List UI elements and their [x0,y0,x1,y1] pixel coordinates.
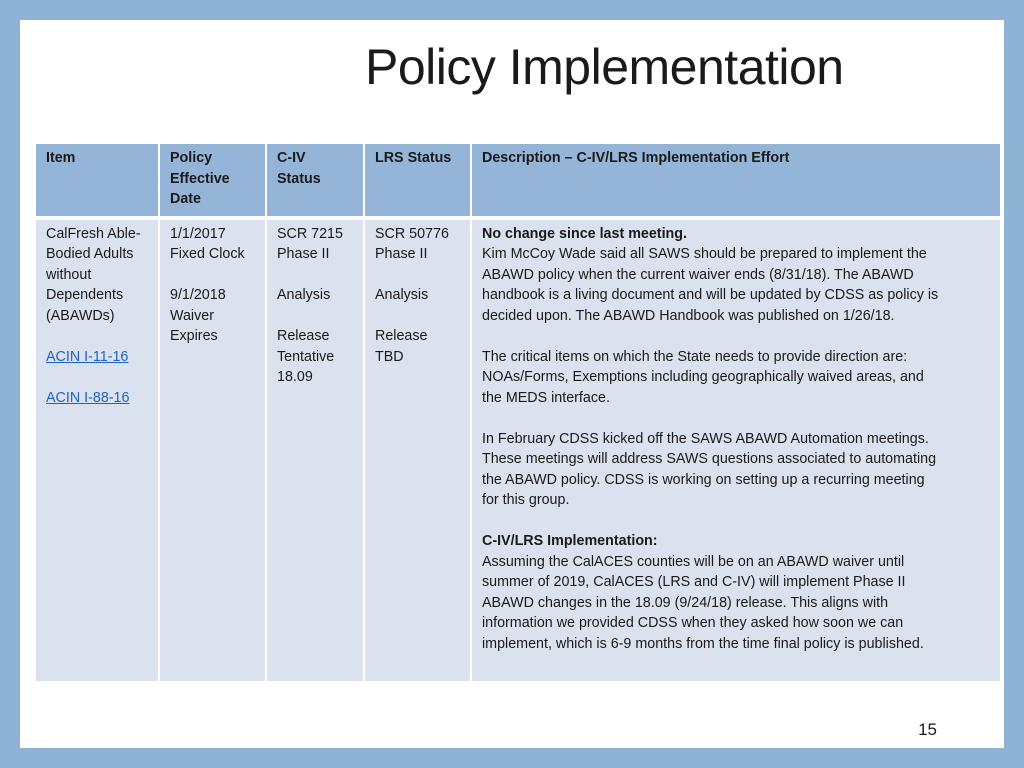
cell-lrs-status: SCR 50776 Phase II Analysis Release TBD [364,218,471,681]
acin-i-88-16-link[interactable]: ACIN I-88-16 [46,389,130,406]
cell-civ-status: SCR 7215 Phase II Analysis Release Tentative 18.09 [266,218,364,681]
cell-policy-effective-date: 1/1/2017 Fixed Clock 9/1/2018 Waiver Expires [159,218,266,681]
table-header-row [35,144,1001,218]
policy-table [34,144,1002,681]
page-number: 15 [918,720,937,739]
header-policy-effective-date: Policy Effective Date [159,144,266,218]
header-description: Description – C-IV/LRS Implementation Effort [471,144,1001,218]
cell-description: No change since last meeting. Kim McCoy Wade said all SAWS should be prepared to implement the ABAWD policy when the current waiver ends (8/31/18). The ABAWD handbook is a living document and will be updated by CDSS as policy is decided upon. The ABAWD Handbook was published on 1/26/18. The critical items on which the State needs to provide direction are: NOAs/Forms, Exemptions including geographically waived areas, and the MEDS interface. In February CDSS kicked off the SAWS ABAWD Automation meetings. These meetings will address SAWS questions associated to automating the ABAWD policy. CDSS is working on setting up a recurring meeting for this group. C-IV/LRS Implementation: Assuming the CalACES counties will be on an ABAWD waiver until summer of 2019, CalACES (LRS and C-IV) will implement Phase II ABAWD changes in the 18.09 (9/24/18) release. This aligns with information we provided CDSS when they asked how soon we can implement, which is 6-9 months from the time final policy is published. [471,218,1001,681]
acin-i-11-16-link[interactable]: ACIN I-11-16 [46,348,129,365]
cell-item: CalFresh Able- Bodied Adults without Dependents (ABAWDs) ACIN I-11-16 ACIN I-88-16 [35,218,159,681]
header-lrs-status: LRS Status [364,144,471,218]
description-heading-no-change: No change since last meeting. [482,225,687,242]
header-civ-status: C-IV Status [266,144,364,218]
table-row [35,218,1001,681]
header-item: Item [35,144,159,218]
description-heading-implementation: C-IV/LRS Implementation: [482,533,658,549]
page-title: Policy Implementation [365,39,844,95]
slide [20,20,1004,748]
